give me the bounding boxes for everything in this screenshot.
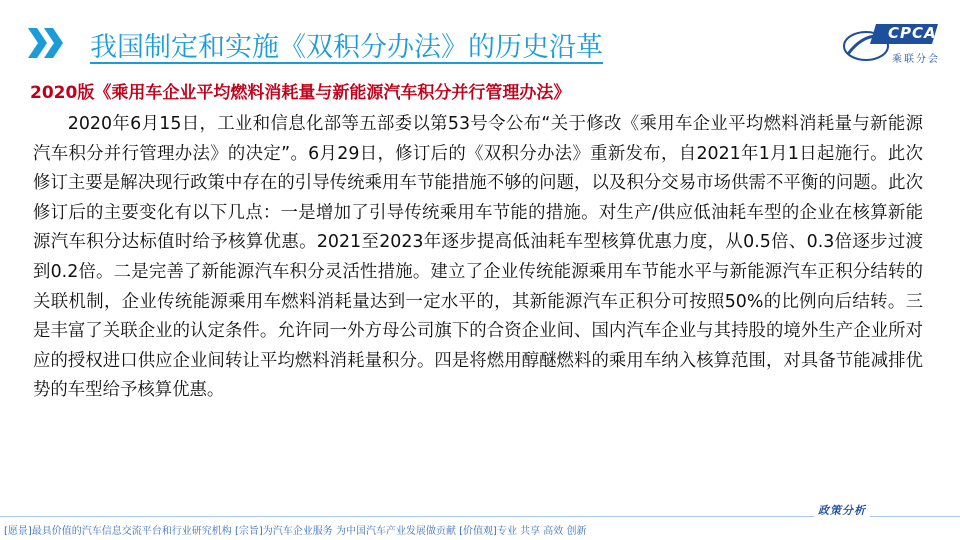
cpca-logo [840,20,940,68]
title-bar [20,22,840,62]
footer [0,504,960,540]
logo-subtext: 乘联分会 [892,54,940,65]
page-title: 我国制定和实施《双积分办法》的历史沿革 [90,32,603,63]
section-subtitle: 2020版《乘用车企业平均燃料消耗量与新能源汽车积分并行管理办法》 [30,83,571,103]
logo-text: CPCA [888,24,937,42]
footer-tag: 政策分析 [814,502,870,518]
body-paragraph: 2020年6月15日，工业和信息化部等五部委以第53号令公布“关于修改《乘用车企业平均燃料消耗量与新能源汽车积分并行管理办法》的决定”。6月29日，修订后的《双积分办法》重新发布，自2021年1月1日起施行。此次修订主要是解决现行政策中存在的引导传统乘用车节能措施不够的问题，以及积分交易市场供需不平衡的问题。此次修订后的主要变化有以下几点：一是增加了引导传统乘用车节能的措施。对生产/供应低油耗车型的企业在核算新能源汽车积分达标值时给予核算优惠。2021至2023年逐步提高低油耗车型核算优惠力度，从0.5倍、0.3倍逐步过渡到0.2倍。二是完善了新能源汽车积分灵活性措施。建立了企业传统能源乘用车节能水平与新能源汽车正积分结转的关联机制，企业传统能源乘用车燃料消耗量达到一定水平的，其新能源汽车正积分可按照50%的比例向后结转。三是丰富了关联企业的认定条件。允许同一外方母公司旗下的合资企业间、国内汽车企业与其持股的境外生产企业所对应的授权进口供应企业间转让平均燃料消耗量积分。四是将燃用醇醚燃料的乘用车纳入核算范围，对具备节能减排优势的车型给予核算优惠。 [33,114,923,401]
footer-slogan: [愿景]最具价值的汽车信息交流平台和行业研究机构 [宗旨]为汽车企业服务 为中国汽车产业发展做贡献 [价值观]专业 共享 高效 创新 [4,526,587,537]
double-chevron-icon [28,28,66,58]
